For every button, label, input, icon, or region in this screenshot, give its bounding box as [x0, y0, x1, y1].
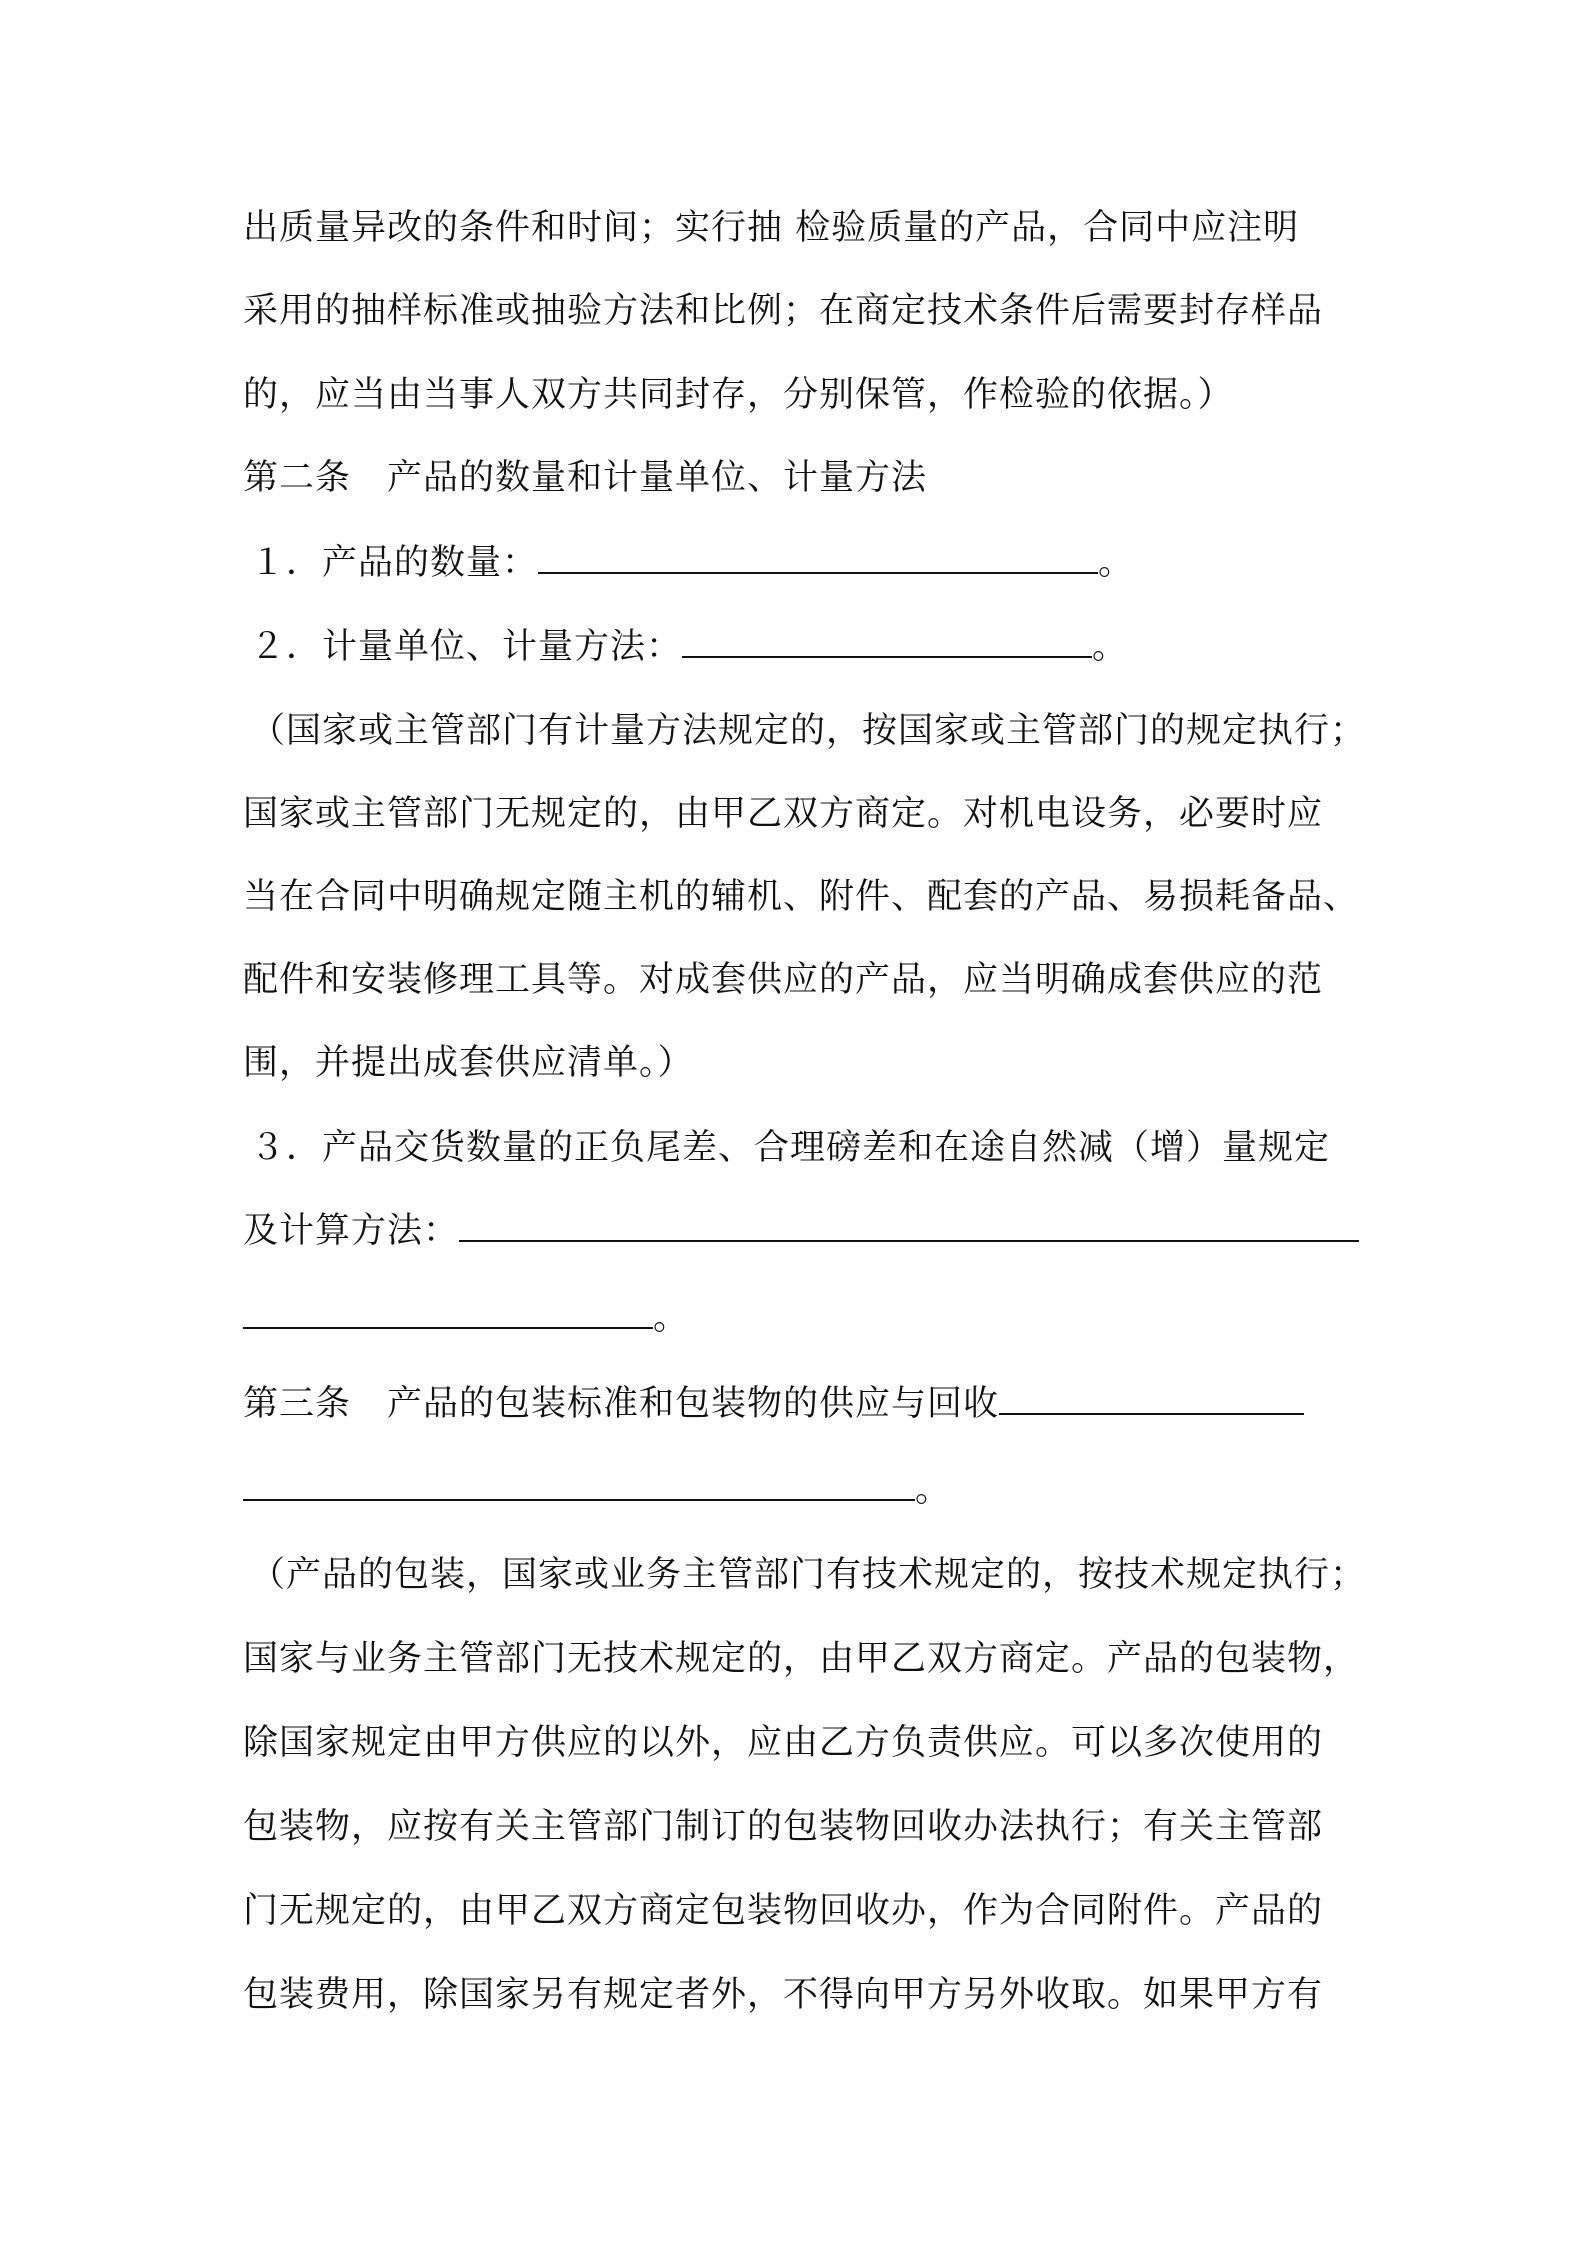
item-3-label: 及计算方法：: [243, 1211, 460, 1251]
item-1-end: 。: [1098, 543, 1135, 583]
text-line: 国家或主管部门无规定的，由甲乙双方商定。对机电设务，必要时应: [243, 794, 1324, 834]
article-2-heading: [243, 455, 1363, 501]
article-2-item-2: [250, 624, 1370, 670]
item-2-end: 。: [1092, 627, 1129, 667]
tolerance-blank-1[interactable]: [459, 1212, 1359, 1242]
text-line: 配件和安装修理工具等。对成套供应的产品，应当明确成套供应的范: [243, 960, 1324, 1000]
article-3-label: 第三条: [243, 1384, 352, 1424]
packaging-blank-1[interactable]: [999, 1385, 1304, 1415]
measurement-blank[interactable]: [682, 628, 1092, 658]
text-line: 除国家规定由甲方供应的以外，应由乙方负责供应。可以多次使用的: [243, 1723, 1324, 1763]
text-line: 国家与业务主管部门无技术规定的，由甲乙双方商定。产品的包装物，: [243, 1639, 1360, 1679]
article-3-heading-cont: [243, 1467, 1363, 1513]
text-line: （国家或主管部门有计量方法规定的，按国家或主管部门的规定执行；: [250, 711, 1367, 751]
article-3-heading: [243, 1381, 1363, 1427]
text-line: 围，并提出成套供应清单。）: [243, 1043, 694, 1083]
text-line: 出质量异改的条件和时间；实行抽 检验质量的产品，合同中应注明: [243, 208, 1300, 248]
tolerance-blank-2[interactable]: [243, 1299, 653, 1329]
text-line: 门无规定的，由甲乙双方商定包装物回收办，作为合同附件。产品的: [243, 1891, 1324, 1931]
item-3-end: 。: [653, 1298, 690, 1338]
article-2-item-3-end: [243, 1295, 1363, 1341]
text-line: 包装费用，除国家另有规定者外，不得向甲方另外收取。如果甲方有: [243, 1975, 1324, 2015]
text-line: （产品的包装，国家或业务主管部门有技术规定的，按技术规定执行；: [250, 1555, 1367, 1595]
item-1-label: １．产品的数量：: [250, 543, 539, 583]
text-line: 包装物，应按有关主管部门制订的包装物回收办法执行；有关主管部: [243, 1807, 1324, 1847]
text-line: 的，应当由当事人双方共同封存，分别保管，作检验的依据。）: [243, 375, 1234, 415]
quantity-blank[interactable]: [538, 544, 1098, 574]
article-2-item-3-cont: [243, 1208, 1363, 1254]
article-2-item-3: ３．产品交货数量的正负尾差、合理磅差和在途自然减（增）量规定: [250, 1128, 1331, 1168]
article-2-item-1: [250, 540, 1370, 586]
article-2-label: 第二条: [243, 458, 352, 498]
article-3-end: 。: [915, 1470, 952, 1510]
packaging-blank-2[interactable]: [243, 1471, 915, 1501]
article-3-title: 产品的包装标准和包装物的供应与回收: [387, 1384, 1000, 1424]
article-2-title: 产品的数量和计量单位、计量方法: [387, 458, 928, 498]
text-line: 当在合同中明确规定随主机的辅机、附件、配套的产品、易损耗备品、: [243, 877, 1360, 917]
item-2-label: ２．计量单位、计量方法：: [250, 627, 683, 667]
text-line: 采用的抽样标准或抽验方法和比例；在商定技术条件后需要封存样品: [243, 291, 1324, 331]
